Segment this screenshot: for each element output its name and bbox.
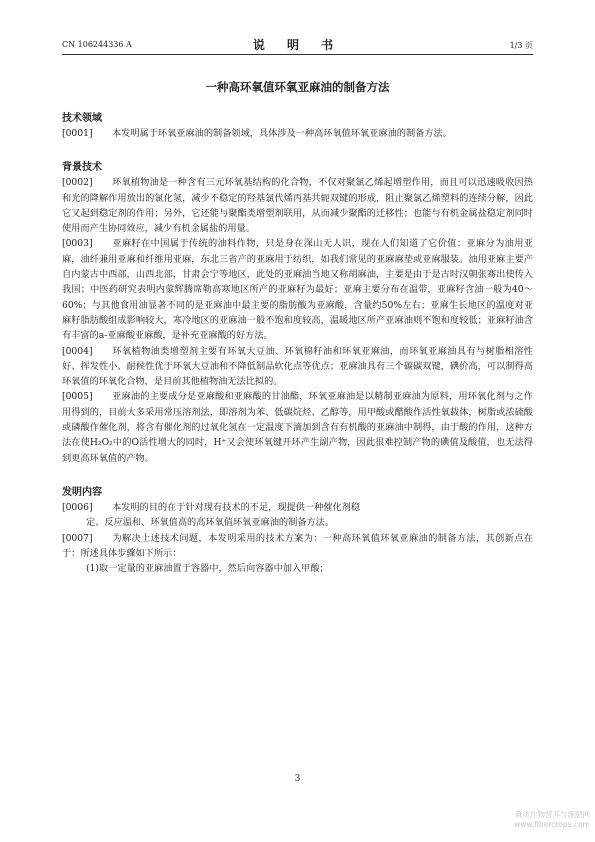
paragraph-number: [0006] [62, 501, 93, 513]
paragraph-0002 [62, 175, 533, 236]
watermark-site-name: 麻类作物营养与施肥网 [515, 810, 590, 819]
document-type-title: 说 明 书 [252, 38, 343, 52]
paragraph-text: 亚麻籽在中国属于传统的油料作物，只是身在深山无人识，现在人们知道了它价值；亚麻分为油用亚麻，油纤兼用亚麻和纤维用亚麻，东北三省产的亚麻用于纺织，如我们常见的亚麻麻垫或亚麻服装。油用亚麻主要产自内蒙古中西部，山西北部，甘肃会宁等地区，此处的亚麻油当地又称胡麻油，主要是由于是古时汉朝张骞出使传入我国；中医药研究表明内蒙辉腾席勒高寒地区所产的亚麻籽为最好；亚麻主要分布在温带，亚麻籽含油一般为40～60%；与其他食用油显著不同的是亚麻油中最主要的脂肪酸为亚麻酸，含量约50%左右；亚麻生长地区的温度对亚麻籽脂肪酸组成影响较大，寒冷地区的亚麻油一般不饱和度较高，温暖地区所产亚麻油则不饱和度较低；亚麻籽油含有丰富的a-亚麻酸亚麻酸，是补充亚麻酸的好方法。 [62, 238, 533, 342]
section-heading-background: 背景技术 [62, 162, 102, 174]
paragraph-text: 本发明属于环氧亚麻油的制备领域，具体涉及一种高环氧值环氧亚麻油的制备方法。 [112, 128, 452, 139]
paragraph-number: [0001] [62, 128, 93, 139]
procedure-step-1: (1)取一定量的亚麻油置于容器中，然后向容器中加入甲酸； [86, 563, 329, 575]
paragraph-number: [0005] [62, 391, 93, 403]
paragraph-text: 亚麻油的主要成分是亚麻酸和亚麻酸的甘油酯，环氧亚麻油是以精制亚麻油为原料，用环氧化剂与之作用得到的，目前大多采用常压溶剂法，即溶剂为苯、低碳烷烃、乙醇等，用甲酸或醋酸作活性氧载体，树脂或浓硫酸或磷酸作催化剂，将含有催化剂的过氧化氢在一定温度下滴加到含有有机酸的亚麻油中制得，由于酸的作用，这种方法在使H₂O₂中的O活性增大的同时，H⁺又会使环氧键开环产生副产物，因此很难控制产物的碘值及酸值，也无法得到更高环氧值的产物。 [62, 391, 533, 464]
paragraph-number: [0002] [62, 177, 93, 189]
section-heading-tech-field: 技术领域 [62, 113, 102, 124]
document-title: 一种高环氧值环氧亚麻油的制备方法 [205, 80, 390, 94]
paragraph-text: 为解决上述技术问题，本发明采用的技术方案为：一种高环氧值环氧亚麻油的制备方法，其创新点在于：所述具体步骤如下所示： [62, 532, 533, 559]
paragraph-number: [0003] [62, 238, 93, 250]
paragraph-text: 本发明的目的在于针对现有技术的不足，现提供一种催化剂稳 [112, 501, 361, 513]
paragraph-0005 [62, 389, 533, 465]
paragraph-text: 环氧植物油类增塑剂主要有环氧大豆油、环氧棉籽油和环氧亚麻油，而环氧亚麻油具有与树脂相溶性好、挥发性小、耐候性优于环氧大豆油和不降低制品软化点等优点；亚麻油具有三个碳碳双键，碘价高，可以制得高环氧值的环氧化合物，是目前其他植物油无法比拟的。 [62, 345, 533, 388]
page-of-indicator: 1/3 页 [509, 41, 533, 50]
paragraph-0006 [62, 500, 533, 515]
paragraph-0003 [62, 236, 533, 343]
page-header [62, 36, 533, 52]
header-divider [62, 54, 533, 55]
paragraph-0001 [62, 126, 533, 141]
paragraph-0007 [62, 531, 533, 562]
watermark-url: www.fibercrops.com [514, 820, 590, 829]
paragraph-0006-continuation: 定、反应温和、环氧值高的高环氧值环氧亚麻油的制备方法。 [86, 517, 335, 529]
paragraph-text: 环氧植物油是一种含有三元环氧基结构的化合物，不仅对聚氯乙烯起增塑作用，而且可以迅速吸收因热和光的降解作用放出的氯化氢，减少不稳定的羟基氯代烯丙基共轭双键的形成，阻止聚氯乙烯塑料的连续分解，因此它又起到稳定剂的作用；另外，它还能与聚酯类增塑剂联用，从而减少聚酯的迁移性；也能与有机金属盐稳定剂同时使用而产生协同效应，减少有机金属盐的用量。 [62, 177, 533, 235]
document-body [62, 111, 533, 576]
site-watermark [450, 810, 590, 830]
section-heading-invention: 发明内容 [62, 486, 102, 498]
page-number: 3 [294, 774, 301, 784]
publication-number: CN 106244336 A [62, 40, 132, 49]
paragraph-0004 [62, 344, 533, 390]
paragraph-number: [0007] [62, 532, 93, 544]
paragraph-number: [0004] [62, 345, 93, 357]
